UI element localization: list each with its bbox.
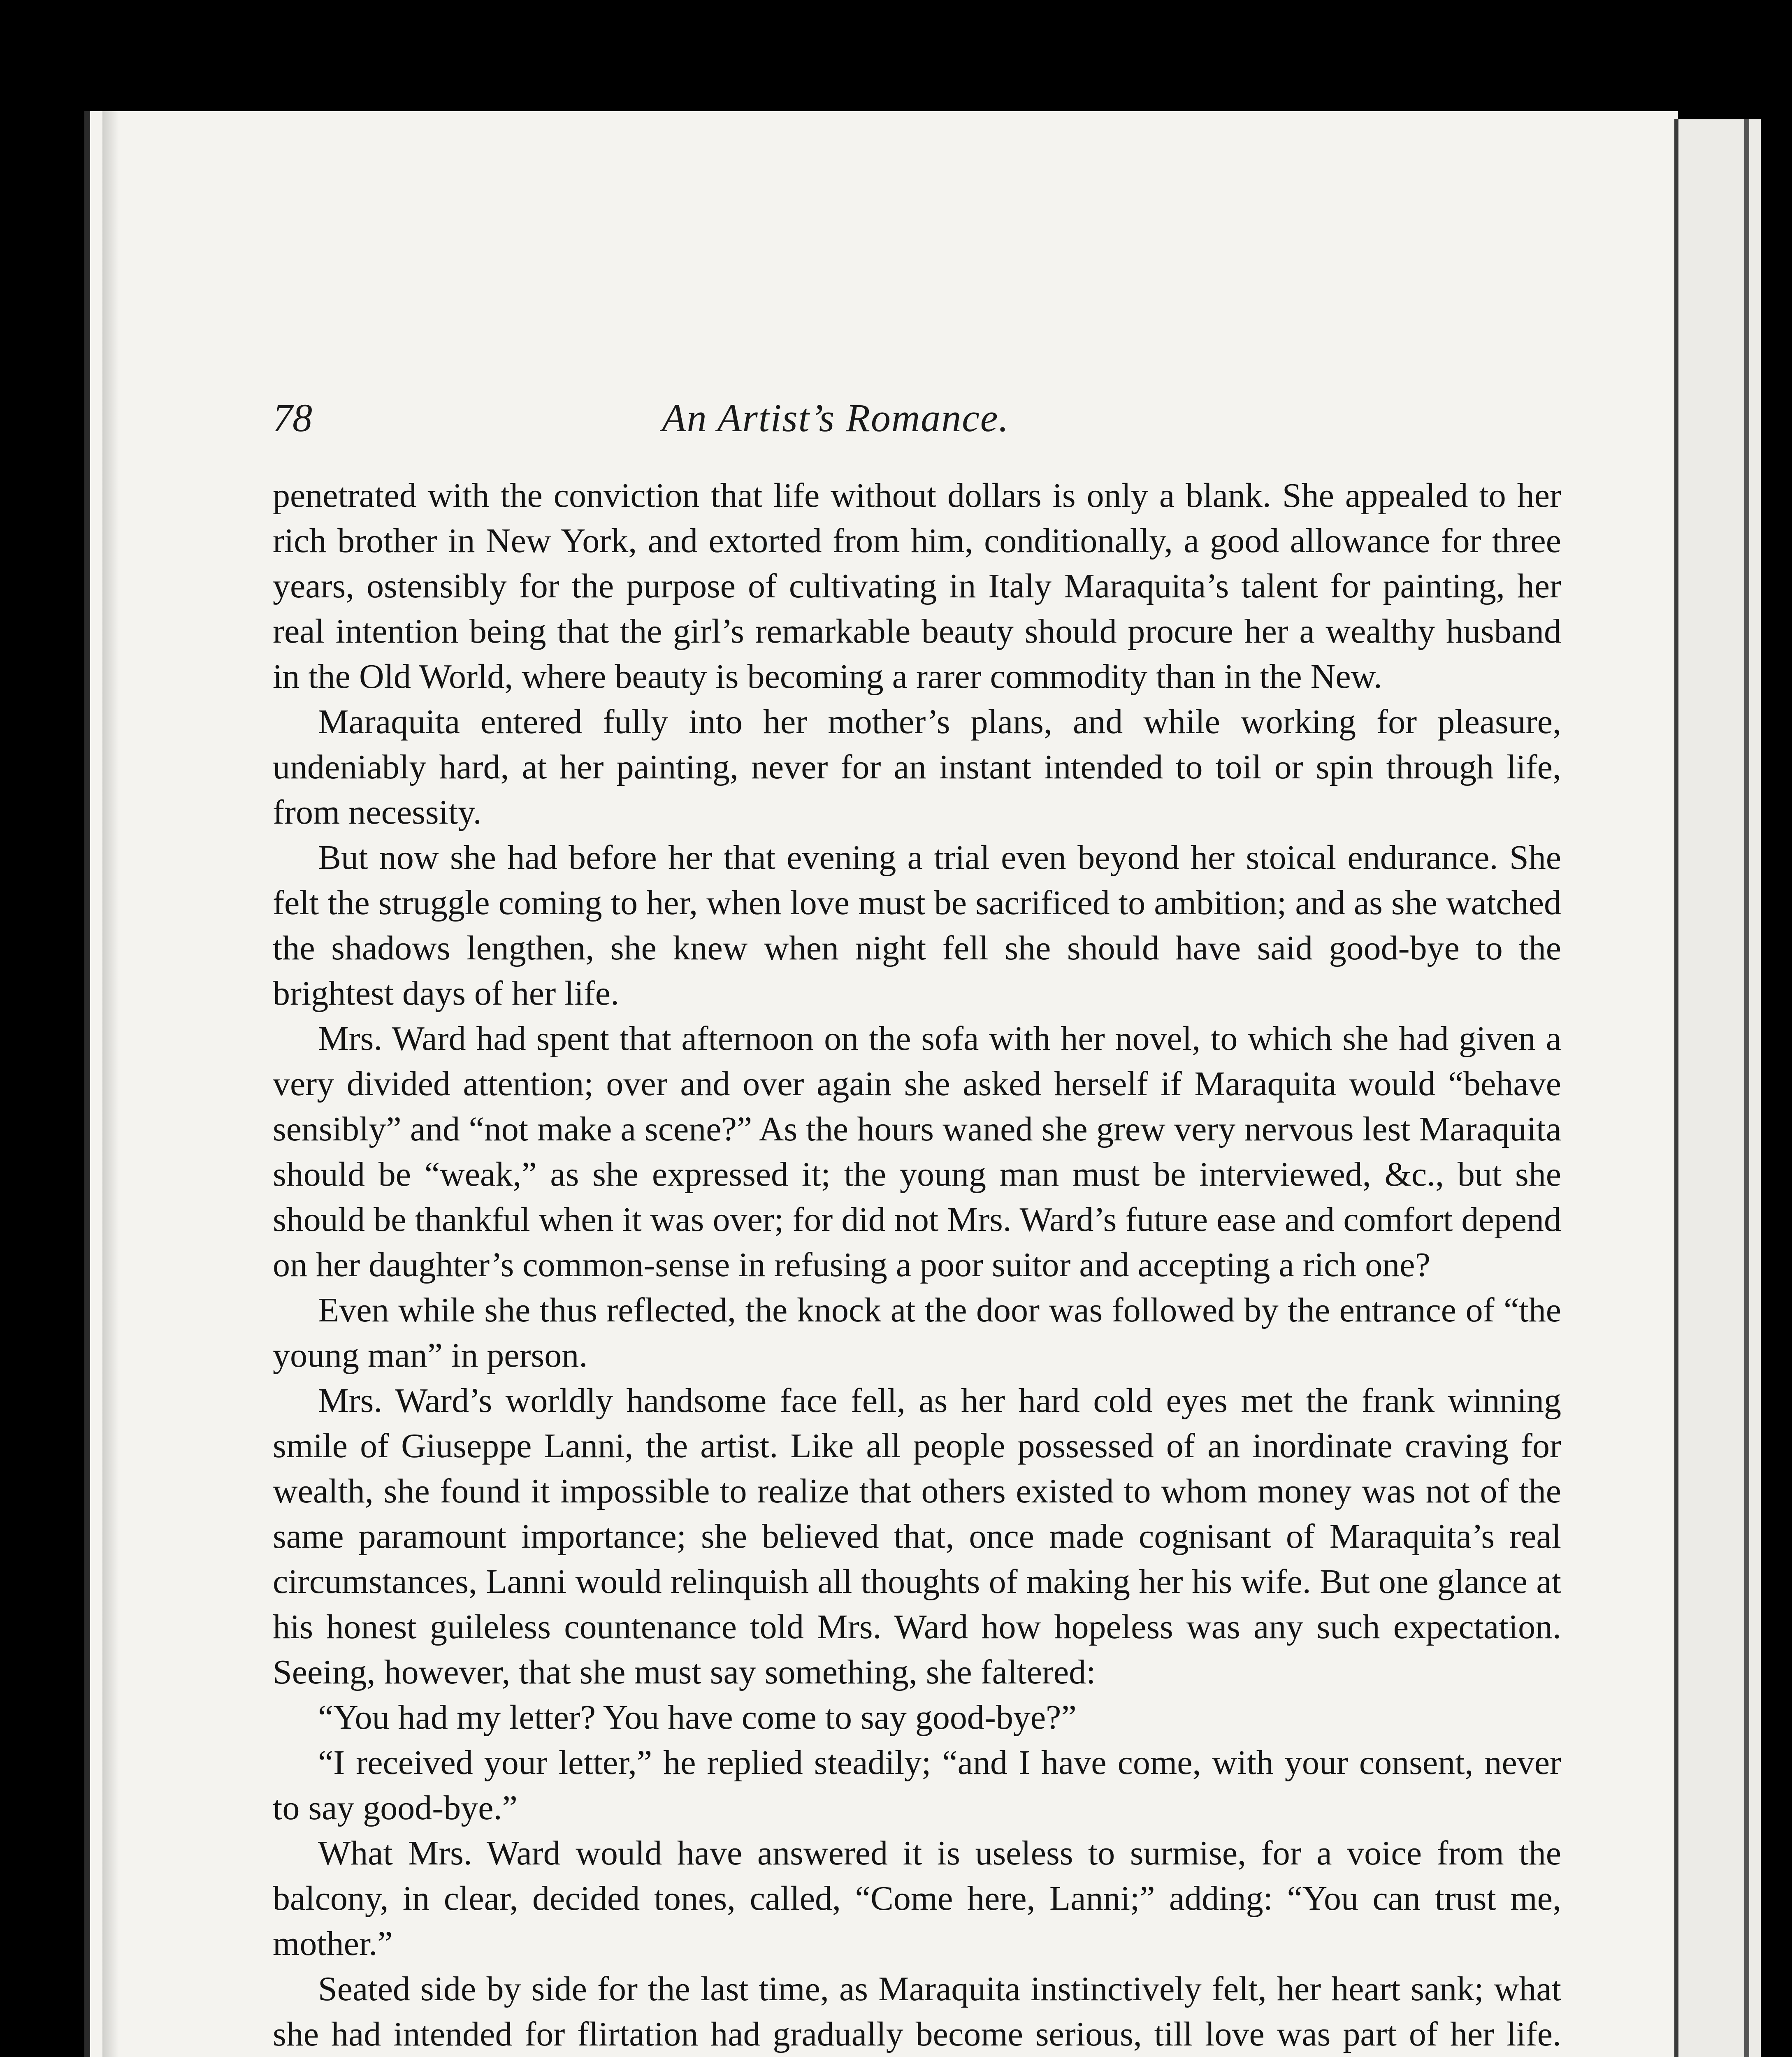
page-edge xyxy=(1674,119,1761,2057)
paragraph: But now she had before her that evening a trial even beyond her stoical endurance. She felt the struggle coming to her, when love must be sacrificed to ambition; and as she watched the shadows lengthen, she knew when night fell she should have said good-bye to the brightest days of her life. xyxy=(273,838,1561,1012)
running-head xyxy=(90,395,1678,453)
book-page xyxy=(84,111,1678,2057)
paragraph: Mrs. Ward’s worldly handsome face fell, as her hard cold eyes met the frank winning smile of Giuseppe Lanni, the artist. Like all people possessed of an inordinate craving for wealth, she found it impossible to realize that others existed to whom money was not of the same paramount importance; she believed that, once made cognisant of Maraquita’s real circumstances, Lanni would relinquish all thoughts of making her his wife. But one glance at his honest guileless countenance told Mrs. Ward how hopeless was any such expectation. Seeing, however, that she must say something, she faltered: xyxy=(273,1381,1561,1691)
paragraph: Seated side by side for the last time, as Maraquita instinctively felt, her heart sank; what she had intended for flirtation had gradually become serious, till love was part of her life. xyxy=(273,1970,1561,2053)
paragraph: What Mrs. Ward would have answered it is useless to surmise, for a voice from the balcony, in clear, decided tones, called, “Come here, Lanni;” adding: “You can trust me, mother.” xyxy=(273,1834,1561,1963)
paragraph: Even while she thus reflected, the knock at the door was followed by the entrance of “the young man” in person. xyxy=(273,1291,1561,1374)
paragraph: “You had my letter? You have come to say good-bye?” xyxy=(318,1698,1077,1737)
page-number: 78 xyxy=(273,396,312,440)
body-text xyxy=(273,473,1561,2057)
paragraph: penetrated with the conviction that life without dollars is only a blank. She appealed to her rich brother in New York, and extorted from him, conditionally, a good allowance for three years, ostensibly for the purpose of cultivating in Italy Maraquita’s talent for painting, her real intention being that the girl’s remarkable beauty should procure her a wealthy husband in the Old World, where beauty is becoming a rarer commodity than in the New. xyxy=(273,476,1561,696)
running-title: An Artist’s Romance. xyxy=(662,396,1010,440)
paragraph: Mrs. Ward had spent that afternoon on the sofa with her novel, to which she had given a very divided attention; over and over again she asked herself if Maraquita would “behave sensibly” and “not make a scene?” As the hours waned she grew very nervous lest Maraquita should be “weak,” as she expressed it; the young man must be interviewed, &c., but she should be thankful when it was over; for did not Mrs. Ward’s future ease and comfort depend on her daughter’s common-sense in refusing a poor suitor and accepting a rich one? xyxy=(273,1019,1561,1284)
paragraph: Maraquita entered fully into her mother’s plans, and while working for pleasure, undeniably hard, at her painting, never for an instant intended to toil or spin through life, from necessity. xyxy=(273,703,1561,831)
paragraph: “I received your letter,” he replied steadily; “and I have come, with your consent, never to say good-bye.” xyxy=(273,1744,1561,1827)
